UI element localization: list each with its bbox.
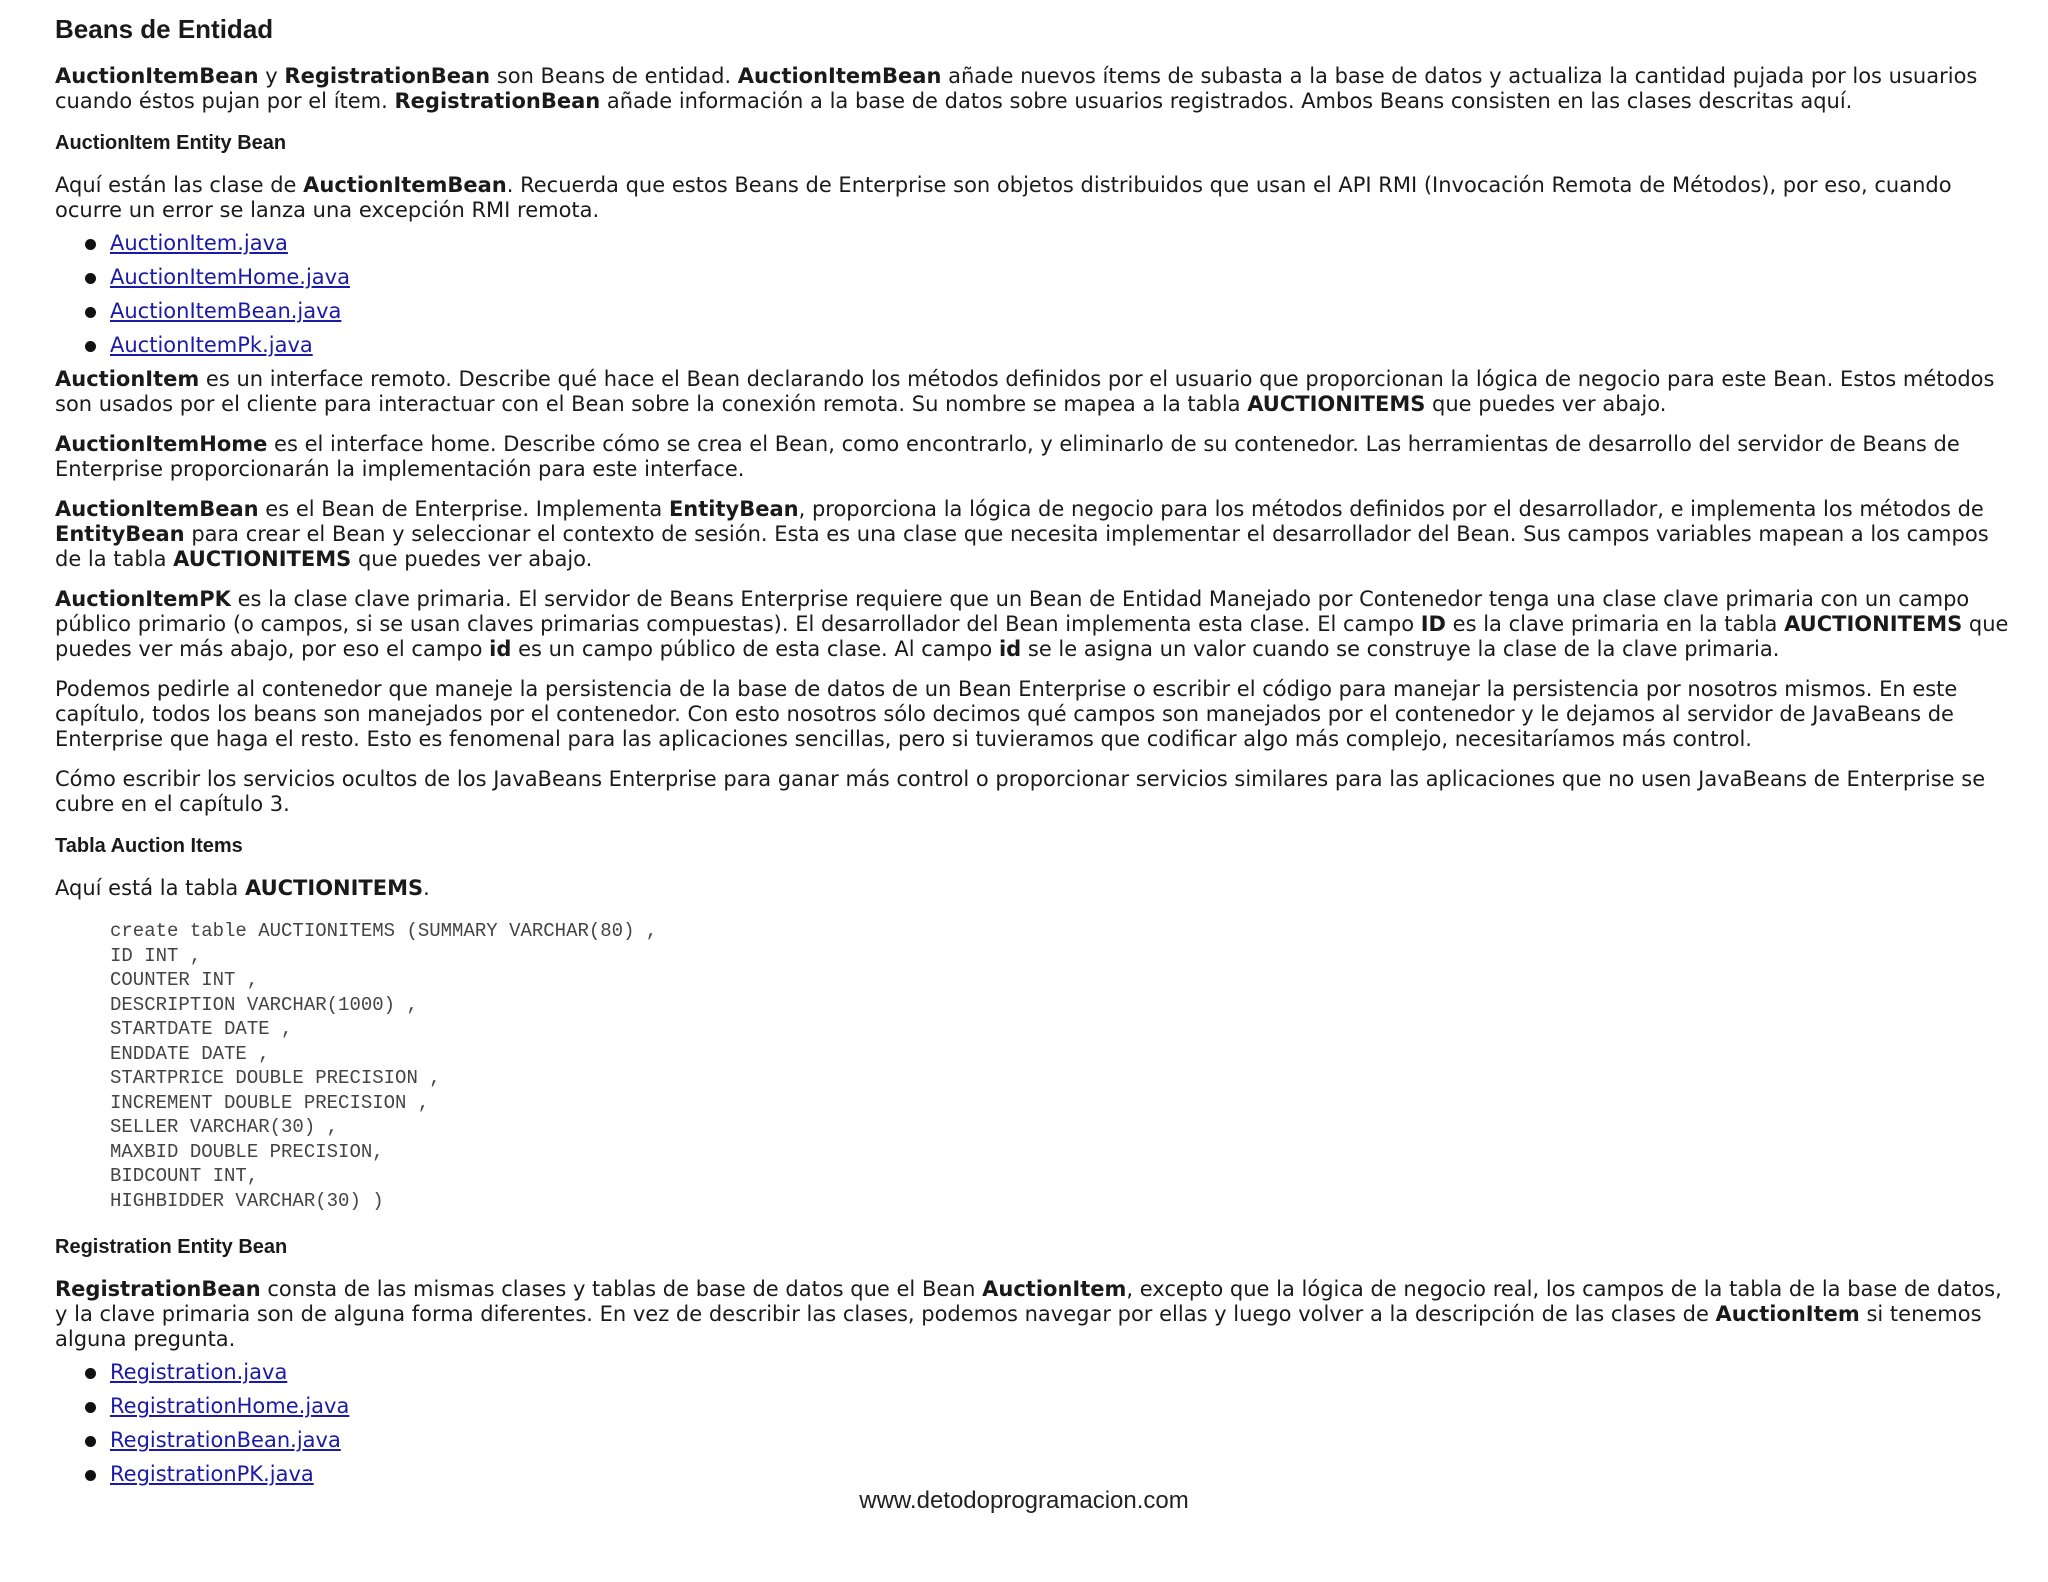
bullet-icon: [85, 307, 96, 318]
persistence-paragraph: Podemos pedirle al contenedor que maneje la persistencia de la base de datos de un Bean Enterprise o escribir el código para manejar la persistencia por nosotros mismos. En este capítulo, todos los beans son manejados por el contenedor. Con esto nosotros sólo decimos qué campos son manejados por el contenedor y le dejamos al servidor de JavaBeans de Enterprise que haga el resto. Esto es fenomenal para las aplicaciones sencillas, pero si tuvieramos que codificar algo más complejo, necesitaríamos más control.: [55, 677, 1958, 751]
auctionitem-file-list: [55, 226, 2015, 362]
bullet-icon: [85, 1470, 96, 1481]
hidden-services-paragraph: Cómo escribir los servicios ocultos de los JavaBeans Enterprise para ganar más control o proporcionar servicios similares para las aplicaciones que no usen JavaBeans de Enterprise se cubre en el capítulo 3.: [55, 767, 1986, 816]
registration-file-list: [55, 1355, 2015, 1491]
link-auctionitemhome-java[interactable]: AuctionItemHome.java: [110, 265, 350, 289]
auctionitem-interface-paragraph: AuctionItem es un interface remoto. Describe qué hace el Bean declarando los métodos definidos por el usuario que proporcionan la lógica de negocio para este Bean. Estos métodos son usados por el cliente para interactuar con el Bean sobre la conexión remota. Su nombre se mapea a la tabla AUCTIONITEMS que puedes ver abajo.: [55, 367, 1995, 416]
bullet-icon: [85, 1368, 96, 1379]
bold-term: AUCTIONITEMS: [244, 876, 424, 900]
link-registrationbean-java[interactable]: RegistrationBean.java: [110, 1428, 341, 1452]
bold-term: AUCTIONITEMS: [173, 547, 352, 571]
list-item: [85, 1355, 2015, 1389]
table-intro-paragraph: Aquí está la tabla AUCTIONITEMS.: [55, 876, 430, 900]
auctionitembean-paragraph: AuctionItemBean es el Bean de Enterprise. Implementa EntityBean, proporciona la lógica de negocio para los métodos definidos por el desarrollador, e implementa los métodos de EntityBean para crear el Bean y seleccionar el contexto de sesión. Esta es una clase que necesita implementar el desarrollador del Bean. Sus campos variables mapean a los campos de la tabla AUCTIONITEMS que puedes ver abajo.: [55, 497, 1989, 571]
link-registrationhome-java[interactable]: RegistrationHome.java: [110, 1394, 350, 1418]
bullet-icon: [85, 341, 96, 352]
bullet-icon: [85, 273, 96, 284]
bullet-icon: [85, 1436, 96, 1447]
list-item: [85, 1457, 2015, 1491]
auctionitempk-paragraph: AuctionItemPK es la clase clave primaria. El servidor de Beans Enterprise requiere que un Bean de Entidad Manejado por Contenedor tenga una clase clave primaria con un campo público primario (o campos, si se usan claves primarias compuestas). El desarrollador del Bean implementa esta clase. El campo ID es la clave primaria en la tabla AUCTIONITEMS que puedes ver más abajo, por eso el campo id es un campo público de esta clase. Al campo id se le asigna un valor cuando se construye la clase de la clave primaria.: [55, 587, 2009, 661]
bold-term: id: [998, 637, 1022, 661]
document-page: [55, 10, 2015, 1496]
bold-term: AuctionItemBean: [55, 497, 259, 521]
bold-term: RegistrationBean: [55, 1277, 261, 1301]
bullet-icon: [85, 1402, 96, 1413]
page-title: Beans de Entidad: [55, 14, 274, 44]
bold-term: EntityBean: [55, 522, 185, 546]
bold-term: RegistrationBean: [284, 64, 491, 88]
section-heading-registration: Registration Entity Bean: [55, 1236, 288, 1258]
section-heading-auctionitem: AuctionItem Entity Bean: [55, 132, 287, 154]
link-registrationpk-java[interactable]: RegistrationPK.java: [110, 1462, 314, 1486]
bold-term: AuctionItemPK: [55, 587, 231, 611]
bold-term: AuctionItem: [55, 367, 200, 391]
link-auctionitembean-java[interactable]: AuctionItemBean.java: [110, 299, 342, 323]
link-auctionitempk-java[interactable]: AuctionItemPk.java: [110, 333, 313, 357]
bold-term: AuctionItemHome: [55, 432, 268, 456]
intro-paragraph: AuctionItemBean y RegistrationBean son Beans de entidad. AuctionItemBean añade nuevos ítems de subasta a la base de datos y actualiza la cantidad pujada por los usuarios cuando éstos pujan por el ítem. RegistrationBean añade información a la base de datos sobre usuarios registrados. Ambos Beans consisten en las clases descritas aquí.: [55, 64, 1978, 113]
bold-term: EntityBean: [668, 497, 799, 521]
bold-term: AUCTIONITEMS: [1784, 612, 1963, 636]
list-item: [85, 260, 2015, 294]
bold-term: AuctionItem: [1715, 1302, 1860, 1326]
bold-term: AuctionItemBean: [303, 173, 507, 197]
registration-paragraph: RegistrationBean consta de las mismas clases y tablas de base de datos que el Bean AuctionItem, excepto que la lógica de negocio real, los campos de la tabla de la base de datos, y la clave primaria son de alguna forma diferentes. En vez de describir las clases, podemos navegar por ellas y luego volver a la descripción de las clases de AuctionItem si tenemos alguna pregunta.: [55, 1277, 2002, 1351]
auctionitemhome-paragraph: AuctionItemHome es el interface home. Describe cómo se crea el Bean, como encontrarlo, y eliminarlo de su contenedor. Las herramientas de desarrollo del servidor de Beans de Enterprise proporcionarán la implementación para este interface.: [55, 432, 1960, 481]
list-item: [85, 1423, 2015, 1457]
section-heading-table: Tabla Auction Items: [55, 835, 243, 857]
auctionitem-classes-paragraph: Aquí están las clase de AuctionItemBean. Recuerda que estos Beans de Enterprise son objetos distribuidos que usan el API RMI (Invocación Remota de Métodos), por eso, cuando ocurre un error se lanza una excepción RMI remota.: [55, 173, 1952, 222]
bold-term: AuctionItemBean: [55, 64, 259, 88]
link-registration-java[interactable]: Registration.java: [110, 1360, 288, 1384]
list-item: [85, 1389, 2015, 1423]
bold-term: id: [489, 637, 512, 661]
bold-term: AuctionItemBean: [737, 64, 942, 88]
list-item: [85, 226, 2015, 260]
bold-term: AUCTIONITEMS: [1247, 392, 1426, 416]
list-item: [85, 294, 2015, 328]
bold-term: RegistrationBean: [394, 89, 601, 113]
bold-term: ID: [1420, 612, 1446, 636]
bold-term: AuctionItem: [982, 1277, 1127, 1301]
link-auctionitem-java[interactable]: AuctionItem.java: [110, 231, 288, 255]
bullet-icon: [85, 239, 96, 250]
sql-code-block: create table AUCTIONITEMS (SUMMARY VARCHAR(80) , ID INT , COUNTER INT , DESCRIPTION VARCHAR(1000) , STARTDATE DATE , ENDDATE DATE , STARTPRICE DOUBLE PRECISION , INCREMENT DOUBLE PRECISION , SELLER VARCHAR(30) , MAXBID DOUBLE PRECISION, BIDCOUNT INT, HIGHBIDDER VARCHAR(30) ): [110, 920, 658, 1212]
footer-watermark: www.detodoprogramacion.com: [859, 1487, 1189, 1514]
list-item: [85, 328, 2015, 362]
